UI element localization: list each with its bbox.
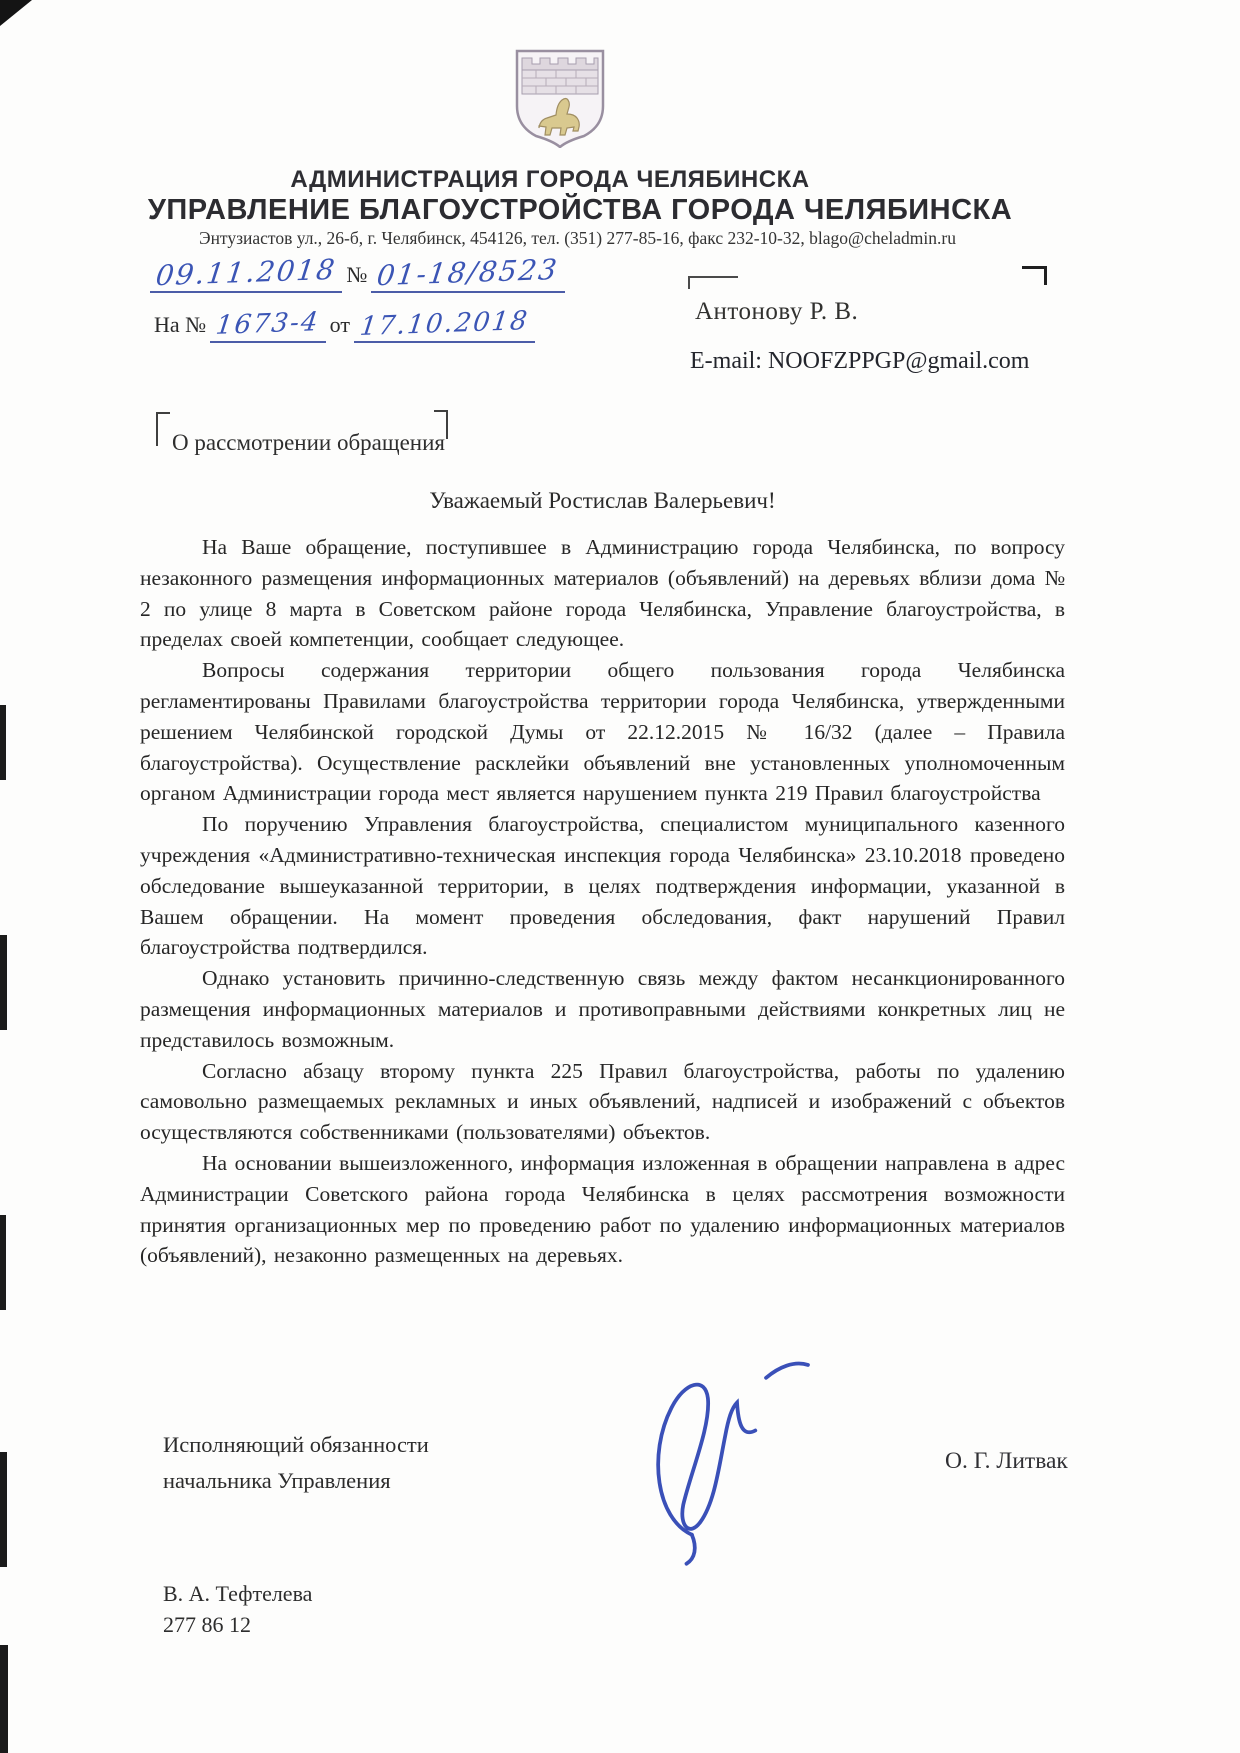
city-crest-emblem (512, 48, 608, 148)
signer-position-line1: Исполняющий обязанности (163, 1432, 429, 1457)
signer-name: О. Г. Литвак (945, 1448, 1068, 1474)
outgoing-number-handwriting: 01-18/8523 (375, 252, 561, 293)
letter-body (140, 532, 1065, 1271)
scan-artifact (0, 0, 32, 26)
outgoing-date-field (150, 252, 342, 293)
incoming-number-handwriting: 1673-4 (214, 307, 322, 341)
incoming-reference-row (150, 305, 570, 343)
executor-phone: 277 86 12 (163, 1612, 251, 1637)
signer-position (163, 1427, 429, 1499)
executor-name: В. А. Тефтелева (163, 1581, 313, 1606)
executor-block (163, 1578, 312, 1640)
organization-name-line2: УПРАВЛЕНИЕ БЛАГОУСТРОЙСТВА ГОРОДА ЧЕЛЯБИНСКА (147, 194, 1013, 226)
incoming-date-field (354, 305, 535, 343)
scan-artifact (0, 705, 6, 780)
body-paragraph: На основании вышеизложенного, информация изложенная в обращении направлена в адрес Администрации Советского района города Челябинска в целях рассмотрения возможности принятия организационных мер по проведению работ по удалению информационных материалов (объявлений), незаконно размещенных на деревьях. (140, 1150, 1065, 1268)
signature-icon (632, 1352, 827, 1567)
scan-artifact (0, 935, 7, 1030)
address-zone-corner-mark-right (434, 410, 448, 439)
salutation: Уважаемый Ростислав Валерьевич! (429, 488, 776, 513)
address-zone-corner-mark-left (156, 412, 170, 446)
recipient-zone-corner-mark (688, 276, 738, 289)
scan-artifact (0, 1215, 6, 1310)
reference-block (150, 252, 570, 343)
organization-name-line1: АДМИНИСТРАЦИЯ ГОРОДА ЧЕЛЯБИНСКА (290, 166, 810, 193)
outgoing-number-field (371, 252, 564, 293)
signer-position-line2: начальника Управления (163, 1468, 391, 1493)
body-paragraph: Однако установить причинно-следственную связь между фактом несанкционированного размещения информационных материалов и противоправными действиями конкретных лиц не представилось возможным. (140, 966, 1065, 1052)
scan-artifact (0, 1645, 8, 1753)
body-paragraph: Вопросы содержания территории общего пользования города Челябинска регламентированы Правилами благоустройства территории города Челябинска, утвержденными решением Челябинской городской Думы от 22.12.2015 № 16/32 (далее – Правила благоустройства). Осуществление расклейки объявлений вне установленных уполномоченным органом Администрации города мест является нарушением пункта 219 Правил благоустройства (140, 658, 1065, 806)
scan-corner-mark (1022, 266, 1047, 285)
body-paragraph: По поручению Управления благоустройства, специалистом муниципального казенного учреждения «Административно-техническая инспекция города Челябинска» 23.10.2018 проведено обследование вышеуказанной территории, в целях подтверждения информации, указанной в Вашем обращении. На момент проведения обследования, факт нарушений Правил благоустройства подтвердился. (140, 812, 1065, 960)
from-label: от (329, 312, 350, 337)
scan-artifact (0, 1452, 7, 1567)
subject-line: О рассмотрении обращения (172, 430, 445, 455)
outgoing-reference-row (150, 252, 570, 293)
handwritten-signature (632, 1352, 827, 1567)
crest-icon (512, 48, 608, 148)
number-sign-label: № (346, 262, 368, 287)
incoming-label: На № (154, 312, 207, 337)
body-paragraph: Согласно абзацу второму пункта 225 Правил благоустройства, работы по удалению самовольно размещаемых рекламных и иных объявлений, надписей и изображений с объектов осуществляются собственниками (пользователями) объектов. (140, 1058, 1065, 1145)
recipient-name: Антонову Р. В. (695, 298, 859, 325)
incoming-date-handwriting: 17.10.2018 (358, 305, 531, 343)
outgoing-date-handwriting: 09.11.2018 (154, 252, 339, 293)
recipient-email: E-mail: NOOFZPPGP@gmail.com (690, 348, 1030, 374)
organization-contact-line: Энтузиастов ул., 26-б, г. Челябинск, 454126, тел. (351) 277-85-16, факс 232-10-32, blago@cheladmin.ru (199, 228, 956, 248)
incoming-number-field (210, 309, 326, 343)
body-paragraph: На Ваше обращение, поступившее в Администрацию города Челябинска, по вопросу незаконного размещения информационных материалов (объявлений) на деревьях вблизи дома № 2 по улице 8 марта в Советском районе города Челябинска, Управление благоустройства, в пределах своей компетенции, сообщает следующее. (140, 535, 1065, 652)
